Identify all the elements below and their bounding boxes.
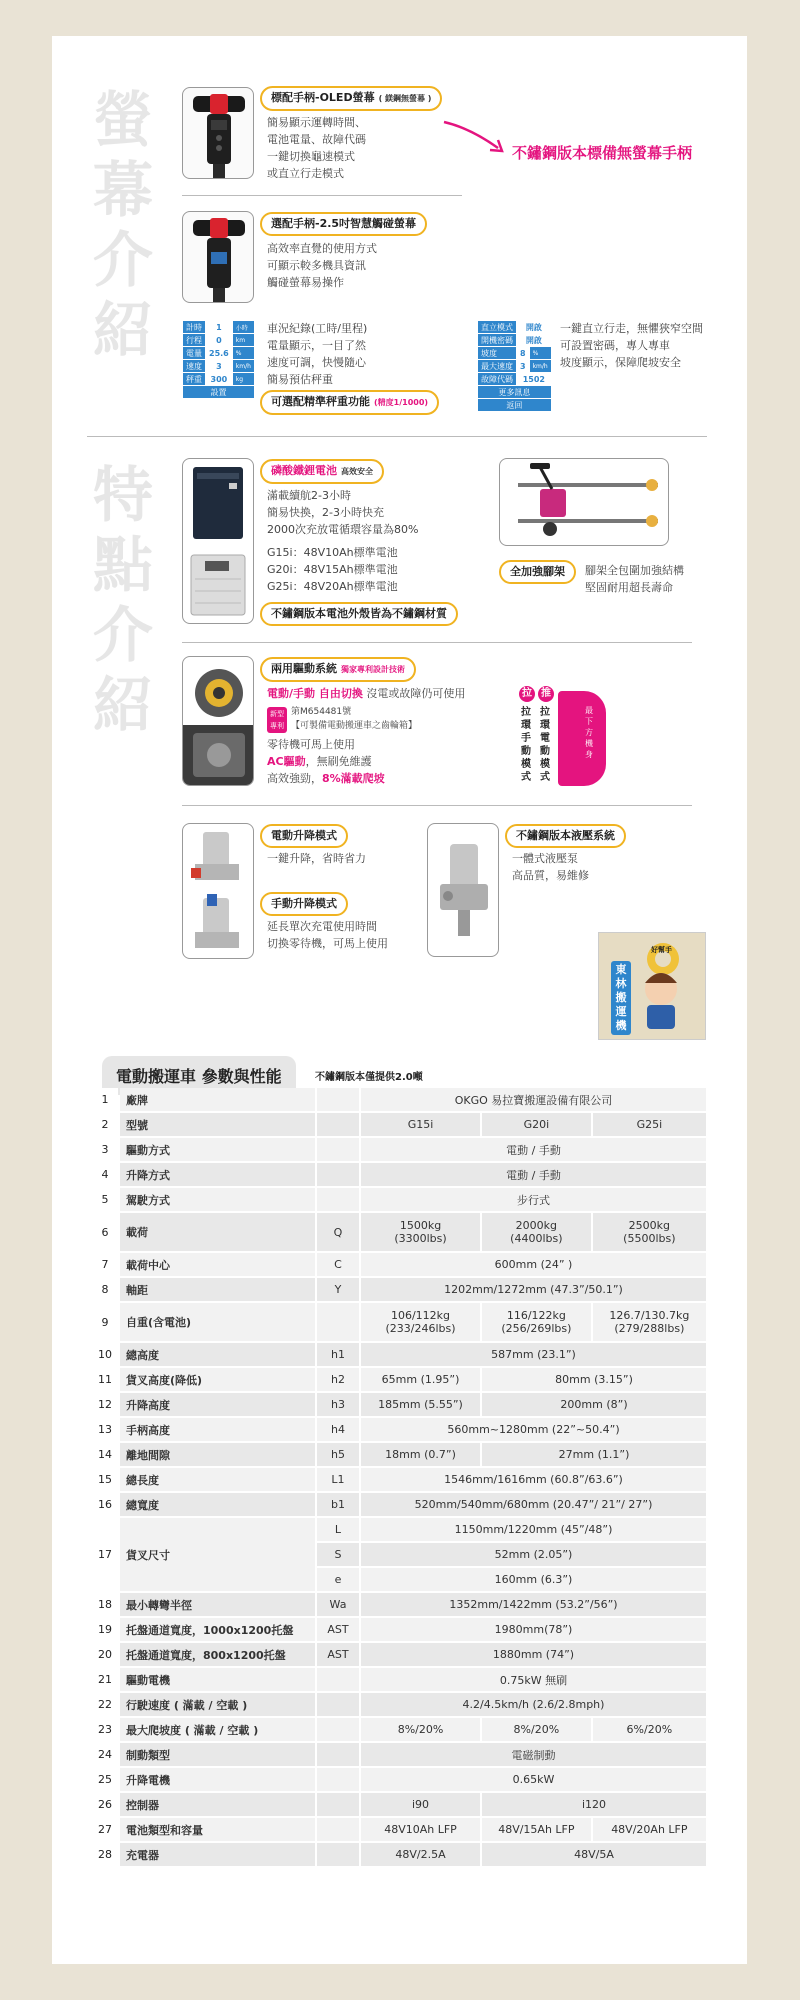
table-row xyxy=(92,1793,706,1816)
param-value xyxy=(361,1303,480,1341)
param-value xyxy=(482,1843,706,1866)
row-number: 15 xyxy=(92,1468,118,1491)
param-value xyxy=(361,1543,706,1566)
row-number: 4 xyxy=(92,1163,118,1186)
param-value xyxy=(361,1568,706,1591)
param-value xyxy=(482,1303,591,1341)
param-name: 總長度 xyxy=(120,1468,315,1491)
table-row xyxy=(92,1418,706,1441)
param-symbol: h3 xyxy=(317,1393,359,1416)
screen-grid-left xyxy=(182,320,255,399)
table-row xyxy=(92,1213,706,1251)
param-value xyxy=(593,1818,706,1841)
param-symbol: L1 xyxy=(317,1468,359,1491)
drive-headline: 電動/手動 自由切換 沒電或故障仍可使用 xyxy=(267,687,466,700)
row-number: 11 xyxy=(92,1368,118,1391)
grid-row: 故障代碼 1502 xyxy=(478,373,552,386)
push-mode-cap: 推 xyxy=(538,686,554,702)
param-symbol xyxy=(317,1718,359,1741)
pull-mode-cap: 拉 xyxy=(519,686,535,702)
hydraulic-image xyxy=(427,823,499,957)
param-value xyxy=(361,1668,706,1691)
param-value-line: G25i xyxy=(636,1118,663,1131)
row-number: 10 xyxy=(92,1343,118,1366)
param-value xyxy=(361,1493,706,1516)
lift-manual-desc: 延長單次充電使用時間 切換零待機，可馬上使用 xyxy=(267,920,388,950)
param-symbol: C xyxy=(317,1253,359,1276)
table-row xyxy=(92,1163,706,1186)
param-value xyxy=(482,1718,591,1741)
param-name: 最大爬坡度 ( 滿載 / 空載 ) xyxy=(120,1718,315,1741)
param-value xyxy=(361,1188,706,1211)
grid-row: 返回 xyxy=(478,399,552,412)
grid-row: 開機密碼 開啟 xyxy=(478,334,552,347)
param-value-line: 27mm (1.1”) xyxy=(558,1448,630,1461)
param-value-line: 1546mm/1616mm (60.8”/63.6”) xyxy=(444,1473,623,1486)
param-value-line: 48V10Ah LFP xyxy=(384,1823,457,1836)
param-symbol: AST xyxy=(317,1643,359,1666)
row-number: 13 xyxy=(92,1418,118,1441)
param-name: 載荷中心 xyxy=(120,1253,315,1276)
grid-row: 速度 3 km/h xyxy=(183,360,255,373)
spec-table-body xyxy=(92,1088,706,1866)
battery-image xyxy=(182,458,254,624)
param-symbol xyxy=(317,1843,359,1866)
touch-handle-desc: 高效率直覺的使用方式 可顯示較多機具資訊 觸碰螢幕易操作 xyxy=(267,242,377,289)
oled-handle-desc: 簡易顯示運轉時間、 電池電量、故障代碼 一鍵切換龜速模式 或直立行走模式 xyxy=(267,116,366,180)
table-row xyxy=(92,1088,706,1111)
param-symbol xyxy=(317,1188,359,1211)
param-value-line: 4.2/4.5km/h (2.6/2.8mph) xyxy=(462,1698,605,1711)
param-name: 貨叉尺寸 xyxy=(120,1518,315,1591)
param-name: 自重(含電池) xyxy=(120,1303,315,1341)
touch-handle-label: 選配手柄-2.5吋智慧觸碰螢幕 xyxy=(260,212,427,236)
param-name: 軸距 xyxy=(120,1278,315,1301)
param-value xyxy=(361,1213,480,1251)
param-name: 總高度 xyxy=(120,1343,315,1366)
param-value xyxy=(361,1468,706,1491)
param-name: 電池類型和容量 xyxy=(120,1818,315,1841)
row-number: 17 xyxy=(92,1518,118,1591)
section-divider xyxy=(87,436,707,437)
lift-electric-desc: 一鍵升降，省時省力 xyxy=(267,852,366,865)
param-value-line: G20i xyxy=(523,1118,550,1131)
table-row xyxy=(92,1278,706,1301)
param-value-line: 電動 / 手動 xyxy=(506,1168,561,1182)
param-value xyxy=(361,1793,480,1816)
param-name: 型號 xyxy=(120,1113,315,1136)
param-symbol xyxy=(317,1303,359,1341)
param-name: 貨叉高度(降低) xyxy=(120,1368,315,1391)
param-value-line: 2500kg xyxy=(628,1219,671,1232)
param-value xyxy=(361,1368,480,1391)
frame-label: 全加強腳架 xyxy=(499,560,576,584)
grid-row: 計時 1 小時 xyxy=(183,321,255,334)
patent-badge: 新型 專利 xyxy=(267,707,287,733)
param-value xyxy=(361,1393,480,1416)
param-value xyxy=(482,1368,706,1391)
param-value-line: 160mm (6.3”) xyxy=(494,1573,573,1586)
row-number: 28 xyxy=(92,1843,118,1866)
stainless-screen-note: 不鏽鋼版本標備無螢幕手柄 xyxy=(512,144,693,162)
table-row xyxy=(92,1443,706,1466)
spec-note: 不鏽鋼版本僅提供2.0噸 xyxy=(315,1072,423,1083)
param-value-line: 電磁制動 xyxy=(511,1748,556,1762)
param-value-line: (3300lbs) xyxy=(394,1232,447,1245)
param-symbol: Y xyxy=(317,1278,359,1301)
battery-models: G15i：48V10Ah標準電池 G20i：48V15Ah標準電池 G25i：48V20Ah標準電池 xyxy=(267,546,398,593)
switch-knob: 最下方機身 xyxy=(558,691,606,786)
mascot-logo xyxy=(598,932,706,1040)
param-value-line: 1352mm/1422mm (53.2”/56”) xyxy=(449,1598,618,1611)
table-row xyxy=(92,1343,706,1366)
row-number: 20 xyxy=(92,1643,118,1666)
divider xyxy=(182,642,692,643)
features-section-title: 特 點 介 紹 xyxy=(93,461,153,741)
param-name: 升降方式 xyxy=(120,1163,315,1186)
patent-info: 第M654481號 【可製備電動搬運車之齒輪箱】 xyxy=(291,707,418,731)
lift-manual-label: 手動升降模式 xyxy=(260,892,348,916)
grid-row: 設置 xyxy=(183,386,255,399)
param-value-line: 8%/20% xyxy=(397,1723,444,1736)
param-name: 總寬度 xyxy=(120,1493,315,1516)
param-value-line: 560mm~1280mm (22”~50.4”) xyxy=(447,1423,620,1436)
row-number: 18 xyxy=(92,1593,118,1616)
param-value-line: 126.7/130.7kg xyxy=(609,1309,690,1322)
param-symbol: b1 xyxy=(317,1493,359,1516)
param-symbol: S xyxy=(317,1543,359,1566)
table-row xyxy=(92,1693,706,1716)
table-row xyxy=(92,1643,706,1666)
electric-mode-text: 拉環電動模式 xyxy=(540,707,550,783)
row-number: 8 xyxy=(92,1278,118,1301)
param-value xyxy=(361,1518,706,1541)
param-symbol: L xyxy=(317,1518,359,1541)
table-row xyxy=(92,1493,706,1516)
row-number: 7 xyxy=(92,1253,118,1276)
grid-row: 直立模式 開啟 xyxy=(478,321,552,334)
param-name: 行駛速度 ( 滿載 / 空載 ) xyxy=(120,1693,315,1716)
param-name: 升降高度 xyxy=(120,1393,315,1416)
param-value-line: 2000kg xyxy=(515,1219,558,1232)
param-value-line: 80mm (3.15”) xyxy=(555,1373,633,1386)
table-row xyxy=(92,1468,706,1491)
param-value xyxy=(361,1618,706,1641)
grid-row: 秤重 300 kg xyxy=(183,373,255,386)
spec-table xyxy=(90,1086,708,1868)
param-value-line: (233/246lbs) xyxy=(385,1322,456,1335)
table-row xyxy=(92,1618,706,1641)
param-value xyxy=(361,1818,480,1841)
param-value xyxy=(361,1643,706,1666)
lift-image xyxy=(182,823,254,959)
screen-grid-right xyxy=(477,320,552,412)
spec-title: 電動搬運車 參數與性能 xyxy=(102,1056,296,1095)
param-value xyxy=(482,1393,706,1416)
param-value-line: 48V/2.5A xyxy=(395,1848,446,1861)
param-symbol: h4 xyxy=(317,1418,359,1441)
param-symbol: Wa xyxy=(317,1593,359,1616)
param-value-line: 電動 / 手動 xyxy=(506,1143,561,1157)
param-value xyxy=(361,1593,706,1616)
param-symbol xyxy=(317,1668,359,1691)
param-value-line: OKGO 易拉寶搬運設備有限公司 xyxy=(454,1093,613,1107)
hydraulic-desc: 一體式液壓泵 高品質，易維修 xyxy=(512,852,589,882)
param-value-line: (4400lbs) xyxy=(510,1232,563,1245)
param-value-line: 48V/20Ah LFP xyxy=(611,1823,688,1836)
param-name: 廠牌 xyxy=(120,1088,315,1111)
grid-row: 電量 25.6 % xyxy=(183,347,255,360)
battery-stainless-note: 不鏽鋼版本電池外殼皆為不鏽鋼材質 xyxy=(260,602,458,626)
mascot-text: 東林搬運機 xyxy=(611,961,631,1035)
pink-arrow-icon xyxy=(440,118,510,158)
param-name: 驅動方式 xyxy=(120,1138,315,1161)
param-value-line: 65mm (1.95”) xyxy=(381,1373,460,1386)
table-row xyxy=(92,1843,706,1866)
param-value-line: 48V/15Ah LFP xyxy=(498,1823,575,1836)
param-value xyxy=(361,1443,480,1466)
table-row xyxy=(92,1113,706,1136)
table-row xyxy=(92,1743,706,1766)
frame-image xyxy=(499,458,669,546)
table-row xyxy=(92,1668,706,1691)
param-symbol xyxy=(317,1693,359,1716)
param-value-line: 200mm (8”) xyxy=(560,1398,628,1411)
param-value xyxy=(361,1418,706,1441)
oled-handle-image xyxy=(182,87,254,179)
param-value xyxy=(361,1088,706,1111)
weigh-option-label: 可選配精準秤重功能 (精度1/1000) xyxy=(260,390,439,415)
grid-row: 最大速度 3 km/h xyxy=(478,360,552,373)
grid-row: 坡度 8 % xyxy=(478,347,552,360)
row-number: 12 xyxy=(92,1393,118,1416)
param-symbol xyxy=(317,1088,359,1111)
row-number: 1 xyxy=(92,1088,118,1111)
param-value-line: 1150mm/1220mm (45”/48”) xyxy=(454,1523,613,1536)
param-value-line: 0.75kW 無刷 xyxy=(499,1673,568,1687)
param-value xyxy=(593,1213,706,1251)
param-value-line: 1980mm(78”) xyxy=(494,1623,573,1636)
table-row xyxy=(92,1303,706,1341)
manual-mode-text: 拉環手動模式 xyxy=(521,707,531,783)
param-value-line: 6%/20% xyxy=(626,1723,673,1736)
table-row xyxy=(92,1188,706,1211)
frame-desc: 腳架全包圍加強結構 堅固耐用超長壽命 xyxy=(585,564,684,594)
param-name: 制動類型 xyxy=(120,1743,315,1766)
param-value xyxy=(361,1138,706,1161)
param-value xyxy=(361,1693,706,1716)
param-value-line: 0.65kW xyxy=(512,1773,555,1786)
param-name: 最小轉彎半徑 xyxy=(120,1593,315,1616)
param-value-line: G15i xyxy=(407,1118,434,1131)
param-value xyxy=(593,1718,706,1741)
param-value xyxy=(361,1718,480,1741)
param-value-line: 48V/5A xyxy=(574,1848,614,1861)
param-symbol: h2 xyxy=(317,1368,359,1391)
table-row xyxy=(92,1593,706,1616)
table-row xyxy=(92,1768,706,1791)
row-number: 5 xyxy=(92,1188,118,1211)
param-value xyxy=(361,1253,706,1276)
row-number: 23 xyxy=(92,1718,118,1741)
row-number: 14 xyxy=(92,1443,118,1466)
param-symbol xyxy=(317,1793,359,1816)
param-value-line: 步行式 xyxy=(517,1193,550,1207)
param-symbol xyxy=(317,1768,359,1791)
param-name: 充電器 xyxy=(120,1843,315,1866)
row-number: 21 xyxy=(92,1668,118,1691)
param-value xyxy=(361,1743,706,1766)
param-symbol xyxy=(317,1818,359,1841)
grid-row: 更多訊息 xyxy=(478,386,552,399)
param-value-line: 1202mm/1272mm (47.3”/50.1”) xyxy=(444,1283,623,1296)
brochure-sheet xyxy=(52,36,747,1964)
hydraulic-label: 不鏽鋼版本液壓系統 xyxy=(505,824,626,848)
table-row xyxy=(92,1818,706,1841)
divider xyxy=(182,805,692,806)
param-value-line: 18mm (0.7”) xyxy=(385,1448,456,1461)
row-number: 22 xyxy=(92,1693,118,1716)
param-symbol: Q xyxy=(317,1213,359,1251)
param-value xyxy=(361,1768,706,1791)
drive-desc: 零待機可馬上使用 AC驅動，無刷免維護 高效強勁，8%滿載爬坡 xyxy=(267,738,385,785)
row-number: 6 xyxy=(92,1213,118,1251)
table-row xyxy=(92,1253,706,1276)
param-value xyxy=(593,1303,706,1341)
param-value-line: 1500kg xyxy=(399,1219,442,1232)
battery-label: 磷酸鐵鋰電池 高效安全 xyxy=(260,459,384,484)
row-number: 25 xyxy=(92,1768,118,1791)
screen-section-title: 螢 幕 介 紹 xyxy=(93,86,153,366)
param-symbol xyxy=(317,1113,359,1136)
grid-right-desc: 一鍵直立行走，無懼狹窄空間 可設置密碼，專人專車 坡度顯示，保障爬坡安全 xyxy=(560,322,703,369)
param-name: 托盤通道寬度，1000x1200托盤 xyxy=(120,1618,315,1641)
row-number: 16 xyxy=(92,1493,118,1516)
divider xyxy=(182,195,462,196)
param-name: 離地間隙 xyxy=(120,1443,315,1466)
row-number: 3 xyxy=(92,1138,118,1161)
param-value xyxy=(482,1113,591,1136)
param-value xyxy=(593,1113,706,1136)
param-name: 載荷 xyxy=(120,1213,315,1251)
table-row xyxy=(92,1718,706,1741)
table-row xyxy=(92,1368,706,1391)
param-value-line: 52mm (2.05”) xyxy=(494,1548,573,1561)
param-value xyxy=(361,1113,480,1136)
param-symbol xyxy=(317,1743,359,1766)
param-value xyxy=(361,1163,706,1186)
param-value xyxy=(361,1843,480,1866)
param-symbol xyxy=(317,1163,359,1186)
touch-handle-image xyxy=(182,211,254,303)
lift-electric-label: 電動升降模式 xyxy=(260,824,348,848)
param-name: 手柄高度 xyxy=(120,1418,315,1441)
row-number: 2 xyxy=(92,1113,118,1136)
param-value-line: 1880mm (74”) xyxy=(492,1648,575,1661)
row-number: 26 xyxy=(92,1793,118,1816)
param-symbol: h1 xyxy=(317,1343,359,1366)
param-name: 升降電機 xyxy=(120,1768,315,1791)
param-symbol: AST xyxy=(317,1618,359,1641)
param-symbol: h5 xyxy=(317,1443,359,1466)
param-value-line: 520mm/540mm/680mm (20.47”/ 21”/ 27”) xyxy=(414,1498,653,1511)
row-number: 9 xyxy=(92,1303,118,1341)
param-name: 控制器 xyxy=(120,1793,315,1816)
param-value-line: 185mm (5.55”) xyxy=(378,1398,463,1411)
param-value-line: 116/122kg xyxy=(506,1309,566,1322)
param-value xyxy=(482,1818,591,1841)
param-value xyxy=(482,1793,706,1816)
table-row xyxy=(92,1138,706,1161)
param-name: 駕駛方式 xyxy=(120,1188,315,1211)
mascot-top-text: 好幫手 xyxy=(651,946,672,954)
drive-image xyxy=(182,656,254,786)
row-number: 24 xyxy=(92,1743,118,1766)
param-value-line: 8%/20% xyxy=(513,1723,560,1736)
battery-desc: 滿載續航2-3小時 簡易快換，2-3小時快充 2000次充放電循環容量為80% xyxy=(267,489,419,536)
param-name: 驅動電機 xyxy=(120,1668,315,1691)
param-value-line: (256/269lbs) xyxy=(501,1322,572,1335)
param-symbol xyxy=(317,1138,359,1161)
table-row xyxy=(92,1393,706,1416)
table-row xyxy=(92,1518,706,1541)
param-value-line: (5500lbs) xyxy=(623,1232,676,1245)
param-value-line: 106/112kg xyxy=(390,1309,451,1322)
param-value-line: 587mm (23.1”) xyxy=(491,1348,576,1361)
row-number: 27 xyxy=(92,1818,118,1841)
param-value xyxy=(361,1343,706,1366)
param-value-line: 600mm (24” ) xyxy=(494,1258,573,1271)
param-value-line: i120 xyxy=(581,1798,607,1811)
oled-handle-label: 標配手柄-OLED螢幕 ( 鎂鋼無螢幕 ) xyxy=(260,86,442,111)
param-value-line: (279/288lbs) xyxy=(614,1322,685,1335)
grid-left-desc: 車況紀錄(工時/里程) 電量顯示，一目了然 速度可調，快慢隨心 簡易預估秤重 xyxy=(267,322,368,386)
param-symbol: e xyxy=(317,1568,359,1591)
param-value xyxy=(482,1213,591,1251)
param-value-line: i90 xyxy=(411,1798,430,1811)
grid-row: 行程 0 km xyxy=(183,334,255,347)
drive-label: 兩用驅動系統 獨家專利設計技術 xyxy=(260,657,416,682)
param-value xyxy=(482,1443,706,1466)
param-value xyxy=(361,1278,706,1301)
param-name: 托盤通道寬度，800x1200托盤 xyxy=(120,1643,315,1666)
row-number: 19 xyxy=(92,1618,118,1641)
